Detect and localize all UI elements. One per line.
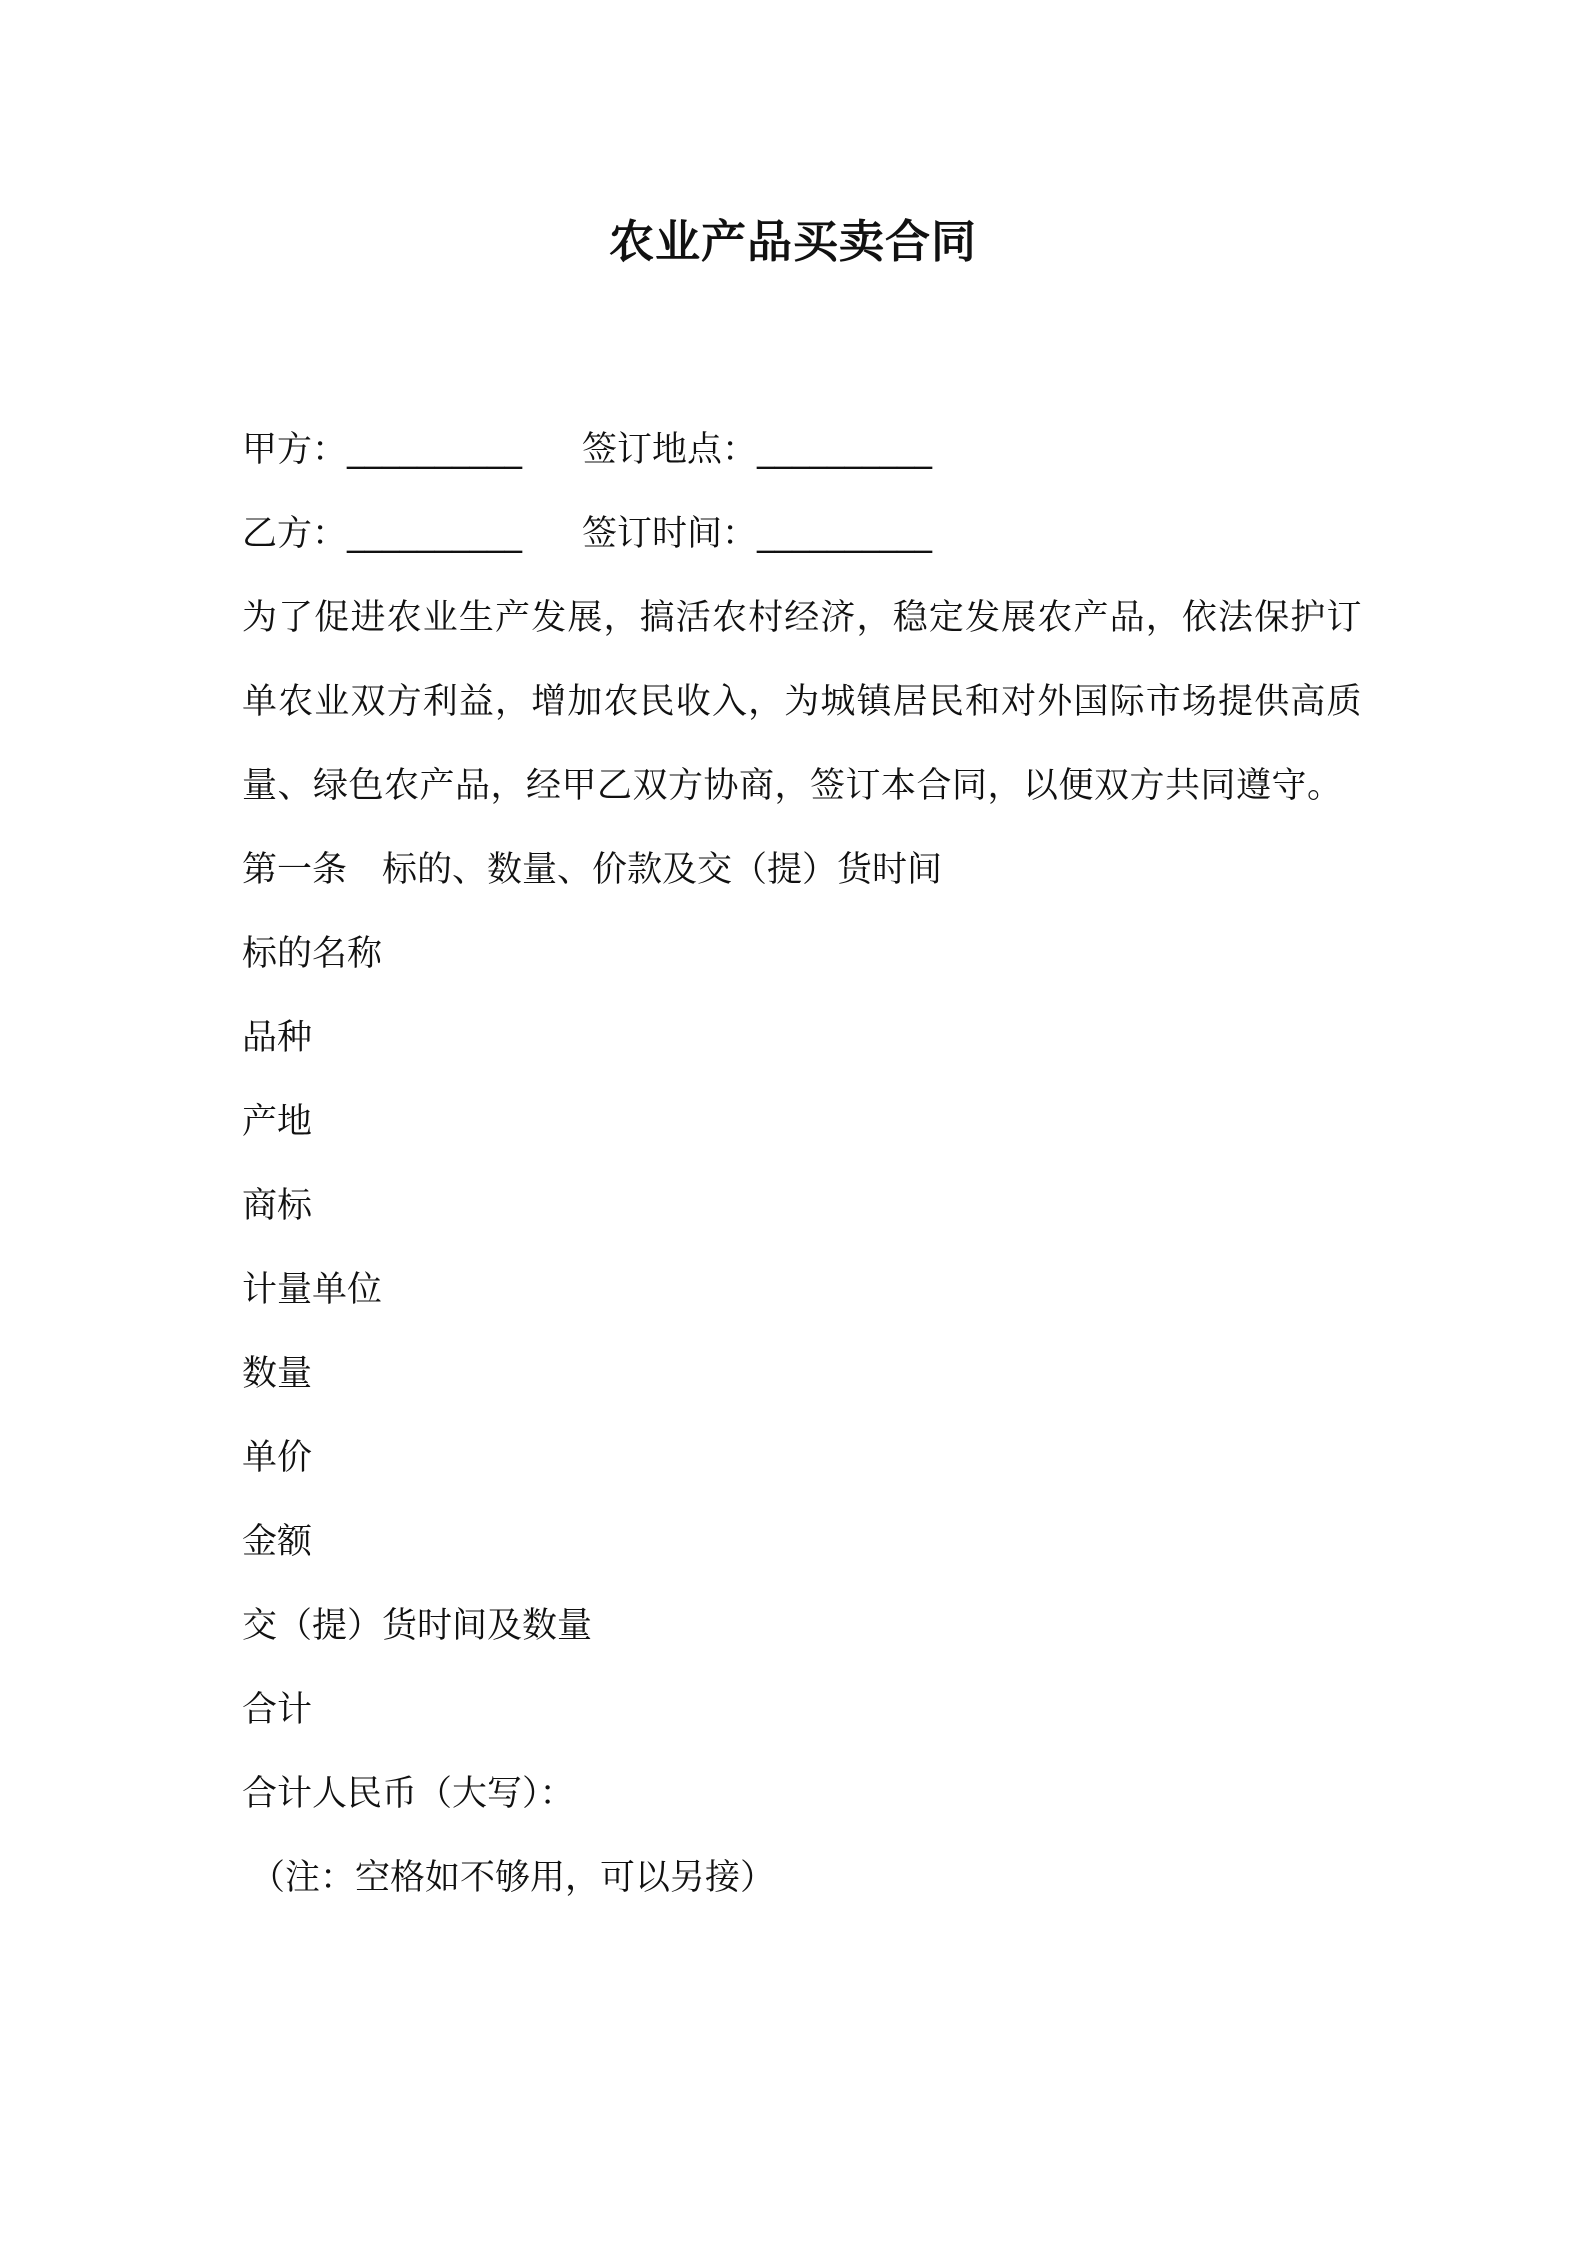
item-amount: 金额 <box>242 1522 313 1562</box>
document-title: 农业产品买卖合同 <box>608 215 977 268</box>
sign-place-field: 签订地点：__________ <box>582 430 933 470</box>
party-b-row <box>242 492 1362 576</box>
item-unit-price: 单价 <box>242 1438 313 1478</box>
sign-time-field: 签订时间：__________ <box>582 514 933 554</box>
preamble-paragraph: 为了促进农业生产发展，搞活农村经济，稳定发展农产品，依法保护订单农业双方利益，增加农民收入，为城镇居民和对外国际市场提供高质量、绿色农产品，经甲乙双方协商，签订本合同，以便双方共同遵守。 <box>242 598 1362 806</box>
item-quantity: 数量 <box>242 1354 313 1394</box>
party-a-field: 甲方：__________ <box>242 430 523 470</box>
party-a-row <box>242 408 1362 492</box>
item-variety: 品种 <box>242 1018 313 1058</box>
party-b-field: 乙方：__________ <box>242 514 523 554</box>
item-total: 合计 <box>242 1690 313 1730</box>
article-1-heading: 第一条 标的、数量、价款及交（提）货时间 <box>242 850 943 890</box>
item-trademark: 商标 <box>242 1186 313 1226</box>
item-delivery-time: 交（提）货时间及数量 <box>242 1606 593 1646</box>
item-total-rmb: 合计人民币（大写）： <box>242 1774 575 1814</box>
item-origin: 产地 <box>242 1102 313 1142</box>
item-subject-name: 标的名称 <box>242 934 383 974</box>
note-text: （注：空格如不够用，可以另接） <box>250 1858 776 1898</box>
item-unit: 计量单位 <box>242 1270 383 1310</box>
document-body <box>242 408 1362 1920</box>
